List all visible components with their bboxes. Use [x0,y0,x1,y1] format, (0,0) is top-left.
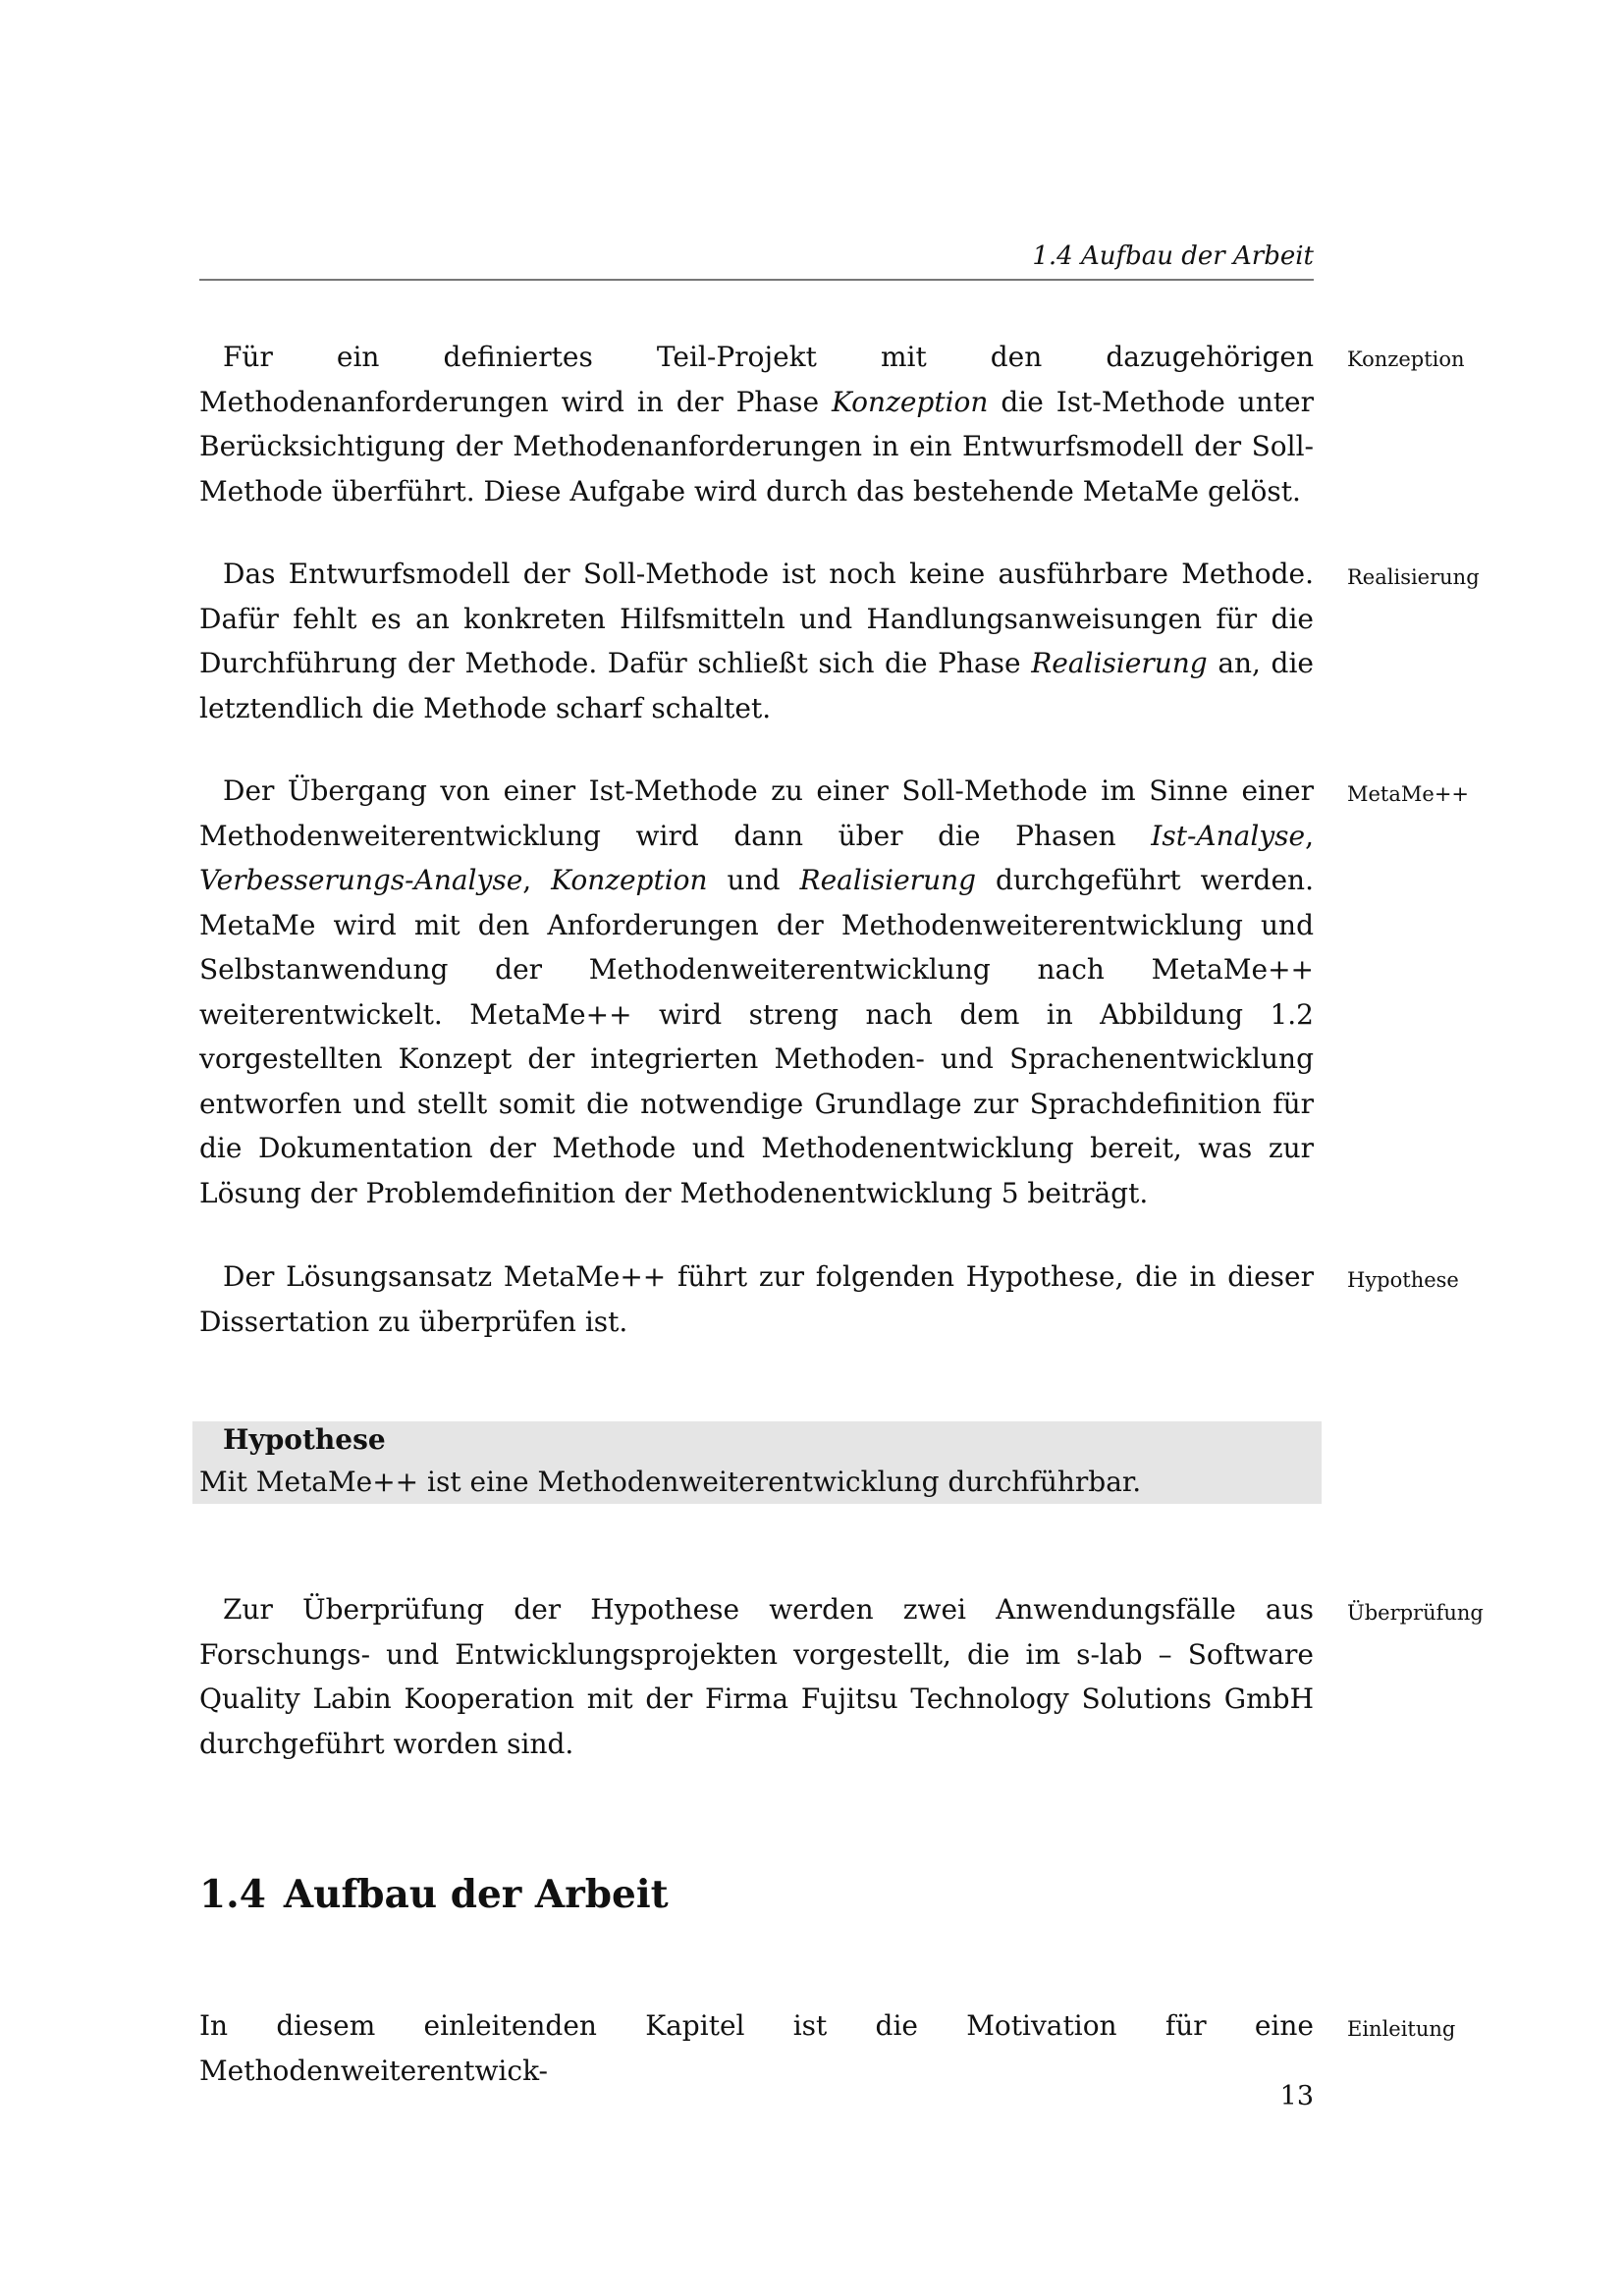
header-rule [199,279,1314,281]
section-number: 1.4 [199,1872,266,1917]
paragraph-metame: Der Übergang von einer Ist-Methode zu einer Soll-Methode im Sinne einer Methodenweiterentwicklung wird dann über die Phasen Ist-Analyse, Verbesserungs-Analyse, Konzeption und Realisierung durchgeführt werden. MetaMe wird mit den Anforderungen der Methodenweiterentwicklung und Selbstanwendung der Methodenweiterentwicklung nach MetaMe++ weiterentwickelt. MetaMe++ wird streng nach dem in Abbildung 1.2 vorgestellten Konzept der integrierten Methoden- und Sprachenentwicklung entworfen und stellt somit die notwendige Grundlage zur Sprachdefinition für die Dokumentation der Methode und Methodenentwicklung bereit, was zur Lösung der Problemdefinition der Methodenentwicklung 5 beiträgt. [199,774,1314,1209]
paragraph-einleitung: In diesem einleitenden Kapitel ist die Motivation für eine Methodenweiterentwick- [199,2009,1314,2087]
hypothesis-text: Mit MetaMe++ ist eine Methodenweiterentwicklung durchführbar. [199,1466,1142,1498]
paragraph-realisierung: Das Entwurfsmodell der Soll-Methode ist noch keine ausführbare Methode. Dafür fehlt es an konkreten Hilfsmitteln und Handlungsanweisungen für die Durchführung der Methode. Dafür schließt sich die Phase Realisierung an, die letztendlich die Methode scharf schaltet. [199,558,1314,724]
margin-note-metame: MetaMe++ [1347,782,1470,806]
paragraph-hypothese: Der Lösungsansatz MetaMe++ führt zur folgenden Hypothese, die in dieser Dissertation zu überprüfen ist. [199,1260,1314,1338]
margin-note-realisierung: Realisierung [1347,565,1480,589]
paragraph-ueberpruefung: Zur Überprüfung der Hypothese werden zwei Anwendungsfälle aus Forschungs- und Entwicklungsprojekten vorgestellt, die im s-lab – Software Quality Labin Kooperation mit der Firma Fujitsu Technology Solutions GmbH durchgeführt worden sind. [199,1593,1314,1760]
paragraph-konzeption: Für ein definiertes Teil-Projekt mit den dazugehörigen Methodenanforderungen wird in der Phase Konzeption die Ist-Methode unter Berücksichtigung der Methodenanforderungen in ein Entwurfsmodell der Soll-Methode überführt. Diese Aufgabe wird durch das bestehende MetaMe gelöst. [199,341,1314,507]
margin-note-ueberpruefung: Überprüfung [1347,1601,1484,1625]
running-head: 1.4 Aufbau der Arbeit [1032,241,1314,271]
hypothesis-title: Hypothese [223,1423,386,1456]
page-number: 13 [1279,2081,1314,2111]
margin-note-hypothese: Hypothese [1347,1268,1459,1292]
margin-note-konzeption: Konzeption [1347,347,1465,371]
section-heading [199,1870,669,1919]
margin-note-einleitung: Einleitung [1347,2017,1456,2041]
section-title: Aufbau der Arbeit [283,1872,669,1917]
